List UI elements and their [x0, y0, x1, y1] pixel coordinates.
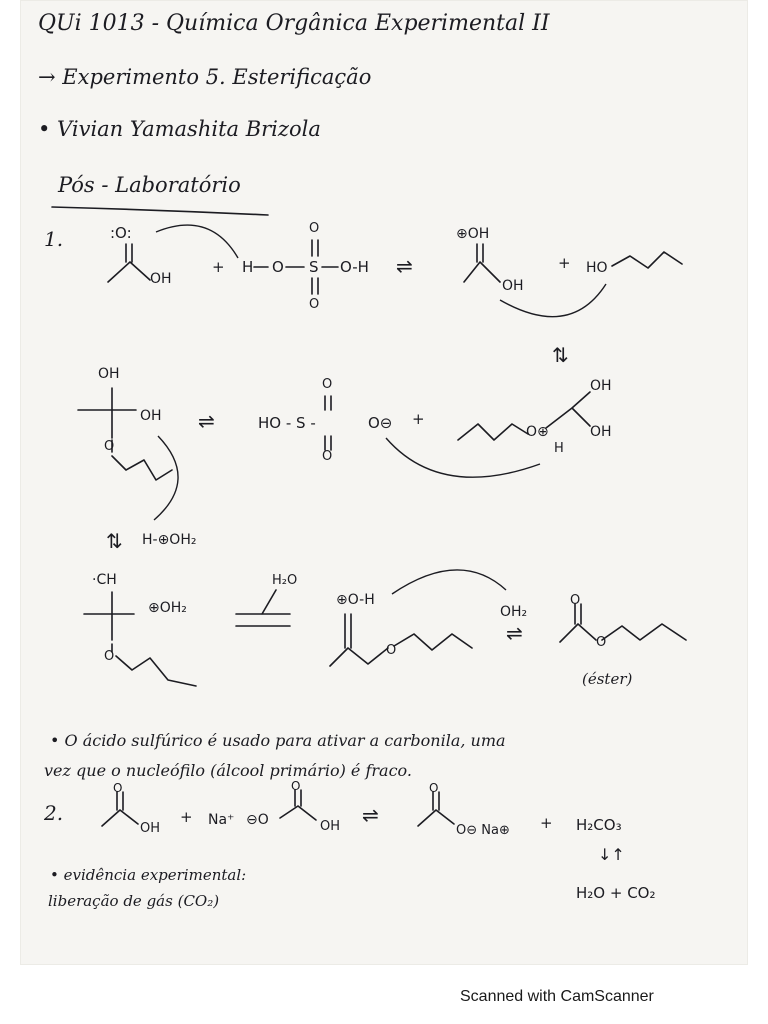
intermediate-o-bottom: O	[104, 649, 115, 664]
author-name: • Vivian Yamashita Brizola	[38, 117, 321, 141]
equilibrium-1: ⇌	[396, 254, 413, 278]
ester-label: (éster)	[582, 670, 633, 688]
sulfuric-o-left: O	[272, 258, 284, 276]
butanol-chain	[612, 252, 682, 268]
oxonium-oh-top: OH	[590, 378, 612, 394]
equilibrium-3: ⇌	[506, 621, 523, 645]
protonated-ester-label: ⊕O-H	[336, 592, 375, 608]
equilibrium-vertical-2: ⇅	[106, 529, 123, 553]
sulfuric-bonds	[254, 240, 338, 294]
q2-down-arrow: ↓↑	[598, 845, 625, 864]
curved-arrow-3	[386, 438, 540, 477]
q2-acetate-o: O	[429, 781, 439, 795]
camscanner-watermark: Scanned with CamScanner	[460, 988, 654, 1005]
equilibrium-vertical-1: ⇅	[552, 343, 569, 367]
oxonium-oh-bottom: OH	[590, 424, 612, 440]
sulfur-atom: S	[309, 258, 319, 276]
experiment-title: → Experimento 5. Esterificação	[38, 65, 372, 89]
protonated-oh-label: ⊕OH	[456, 226, 490, 242]
oxonium-chain	[458, 424, 528, 440]
water-oh2-label: OH₂	[500, 604, 528, 620]
section-heading: Pós - Laboratório	[58, 173, 241, 197]
carbonyl-oxygen-label: :O:	[110, 224, 132, 242]
intermediate-ch: ·CH	[92, 572, 117, 588]
oxonium-center	[546, 392, 590, 428]
protonated-oh-bottom: OH	[502, 278, 524, 294]
q2-acid-oh: OH	[140, 821, 161, 836]
sulfuric-oh-right: O-H	[340, 258, 369, 276]
curved-arrow-5	[392, 570, 506, 594]
q2-evidence-line-1: • evidência experimental:	[50, 866, 247, 884]
q2-acetate-sodium: O⊖ Na⊕	[456, 823, 510, 838]
protonated-ester-o: O	[386, 643, 397, 658]
ester-o-middle: O	[596, 635, 607, 650]
oxonium-o-plus: O⊕	[526, 424, 549, 440]
tetrahedral-o-bottom: O	[104, 439, 115, 454]
q2-evidence-line-2: liberação de gás (CO₂)	[48, 892, 220, 910]
curved-arrow-1	[156, 225, 238, 258]
q2-bicarbonate-skeleton	[280, 790, 316, 820]
oxonium-h: H	[554, 441, 564, 456]
q2-bicarbonate-oh: OH	[320, 819, 341, 834]
q2-water-co2: H₂O + CO₂	[576, 884, 656, 902]
hydronium-label: H-⊕OH₂	[142, 532, 197, 548]
equilibrium-2: ⇌	[198, 409, 215, 433]
plus-sign-3: +	[412, 410, 425, 428]
tetrahedral-oh-top: OH	[98, 366, 120, 382]
q2-acid-o: O	[113, 781, 123, 795]
ester-product-skeleton	[560, 604, 686, 642]
sulfuric-o-top: O	[309, 221, 320, 236]
plus-sign-1: +	[212, 258, 225, 276]
acid-oh-label: OH	[150, 271, 172, 287]
tetrahedral-oh-right: OH	[140, 408, 162, 424]
acetic-acid-skeleton	[108, 244, 150, 282]
note-line-2: vez que o nucleófilo (álcool primário) é fraco.	[44, 761, 412, 780]
ester-o-top: O	[570, 593, 581, 608]
water-loss-label: H₂O	[272, 573, 298, 588]
bisulfate-ho-s: HO - S -	[258, 414, 316, 432]
tetrahedral-intermediate-left	[78, 388, 172, 480]
page-title: QUi 1013 - Química Orgânica Experimental II	[38, 11, 550, 36]
sulfuric-o-bottom: O	[309, 297, 320, 312]
q2-sodium: Na⁺	[208, 812, 235, 828]
section-underline	[52, 207, 268, 215]
protonated-acid-skeleton	[464, 244, 500, 282]
bisulfate-o-minus: O⊖	[368, 414, 393, 432]
question-1-number: 1.	[44, 227, 64, 251]
plus-sign-2: +	[558, 254, 571, 272]
q2-equilibrium: ⇌	[362, 803, 379, 827]
q2-plus-1: +	[180, 808, 193, 826]
q2-carbonate-o-minus: ⊖O	[246, 812, 269, 828]
protonated-ester-skeleton	[330, 614, 472, 666]
curved-arrow-4	[154, 436, 178, 520]
q2-acid-skeleton	[102, 792, 138, 826]
q2-acetate-skeleton	[418, 792, 454, 826]
bisulfate-o-bottom: O	[322, 449, 333, 464]
question-2-number: 2.	[44, 801, 64, 825]
intermediate-oh2-plus: ⊕OH₂	[148, 600, 187, 616]
bisulfate-bonds	[325, 396, 331, 450]
q2-carbonic-acid: H₂CO₃	[576, 816, 622, 834]
note-line-1: • O ácido sulfúrico é usado para ativar a carbonila, uma	[50, 731, 506, 750]
butanol-ho-label: HO	[586, 260, 608, 276]
q2-bicarbonate-o: O	[291, 779, 301, 793]
bisulfate-o-top: O	[322, 377, 333, 392]
sulfuric-h: H	[242, 258, 254, 276]
water-loss-arrow	[236, 590, 290, 626]
q2-plus-2: +	[540, 814, 553, 832]
